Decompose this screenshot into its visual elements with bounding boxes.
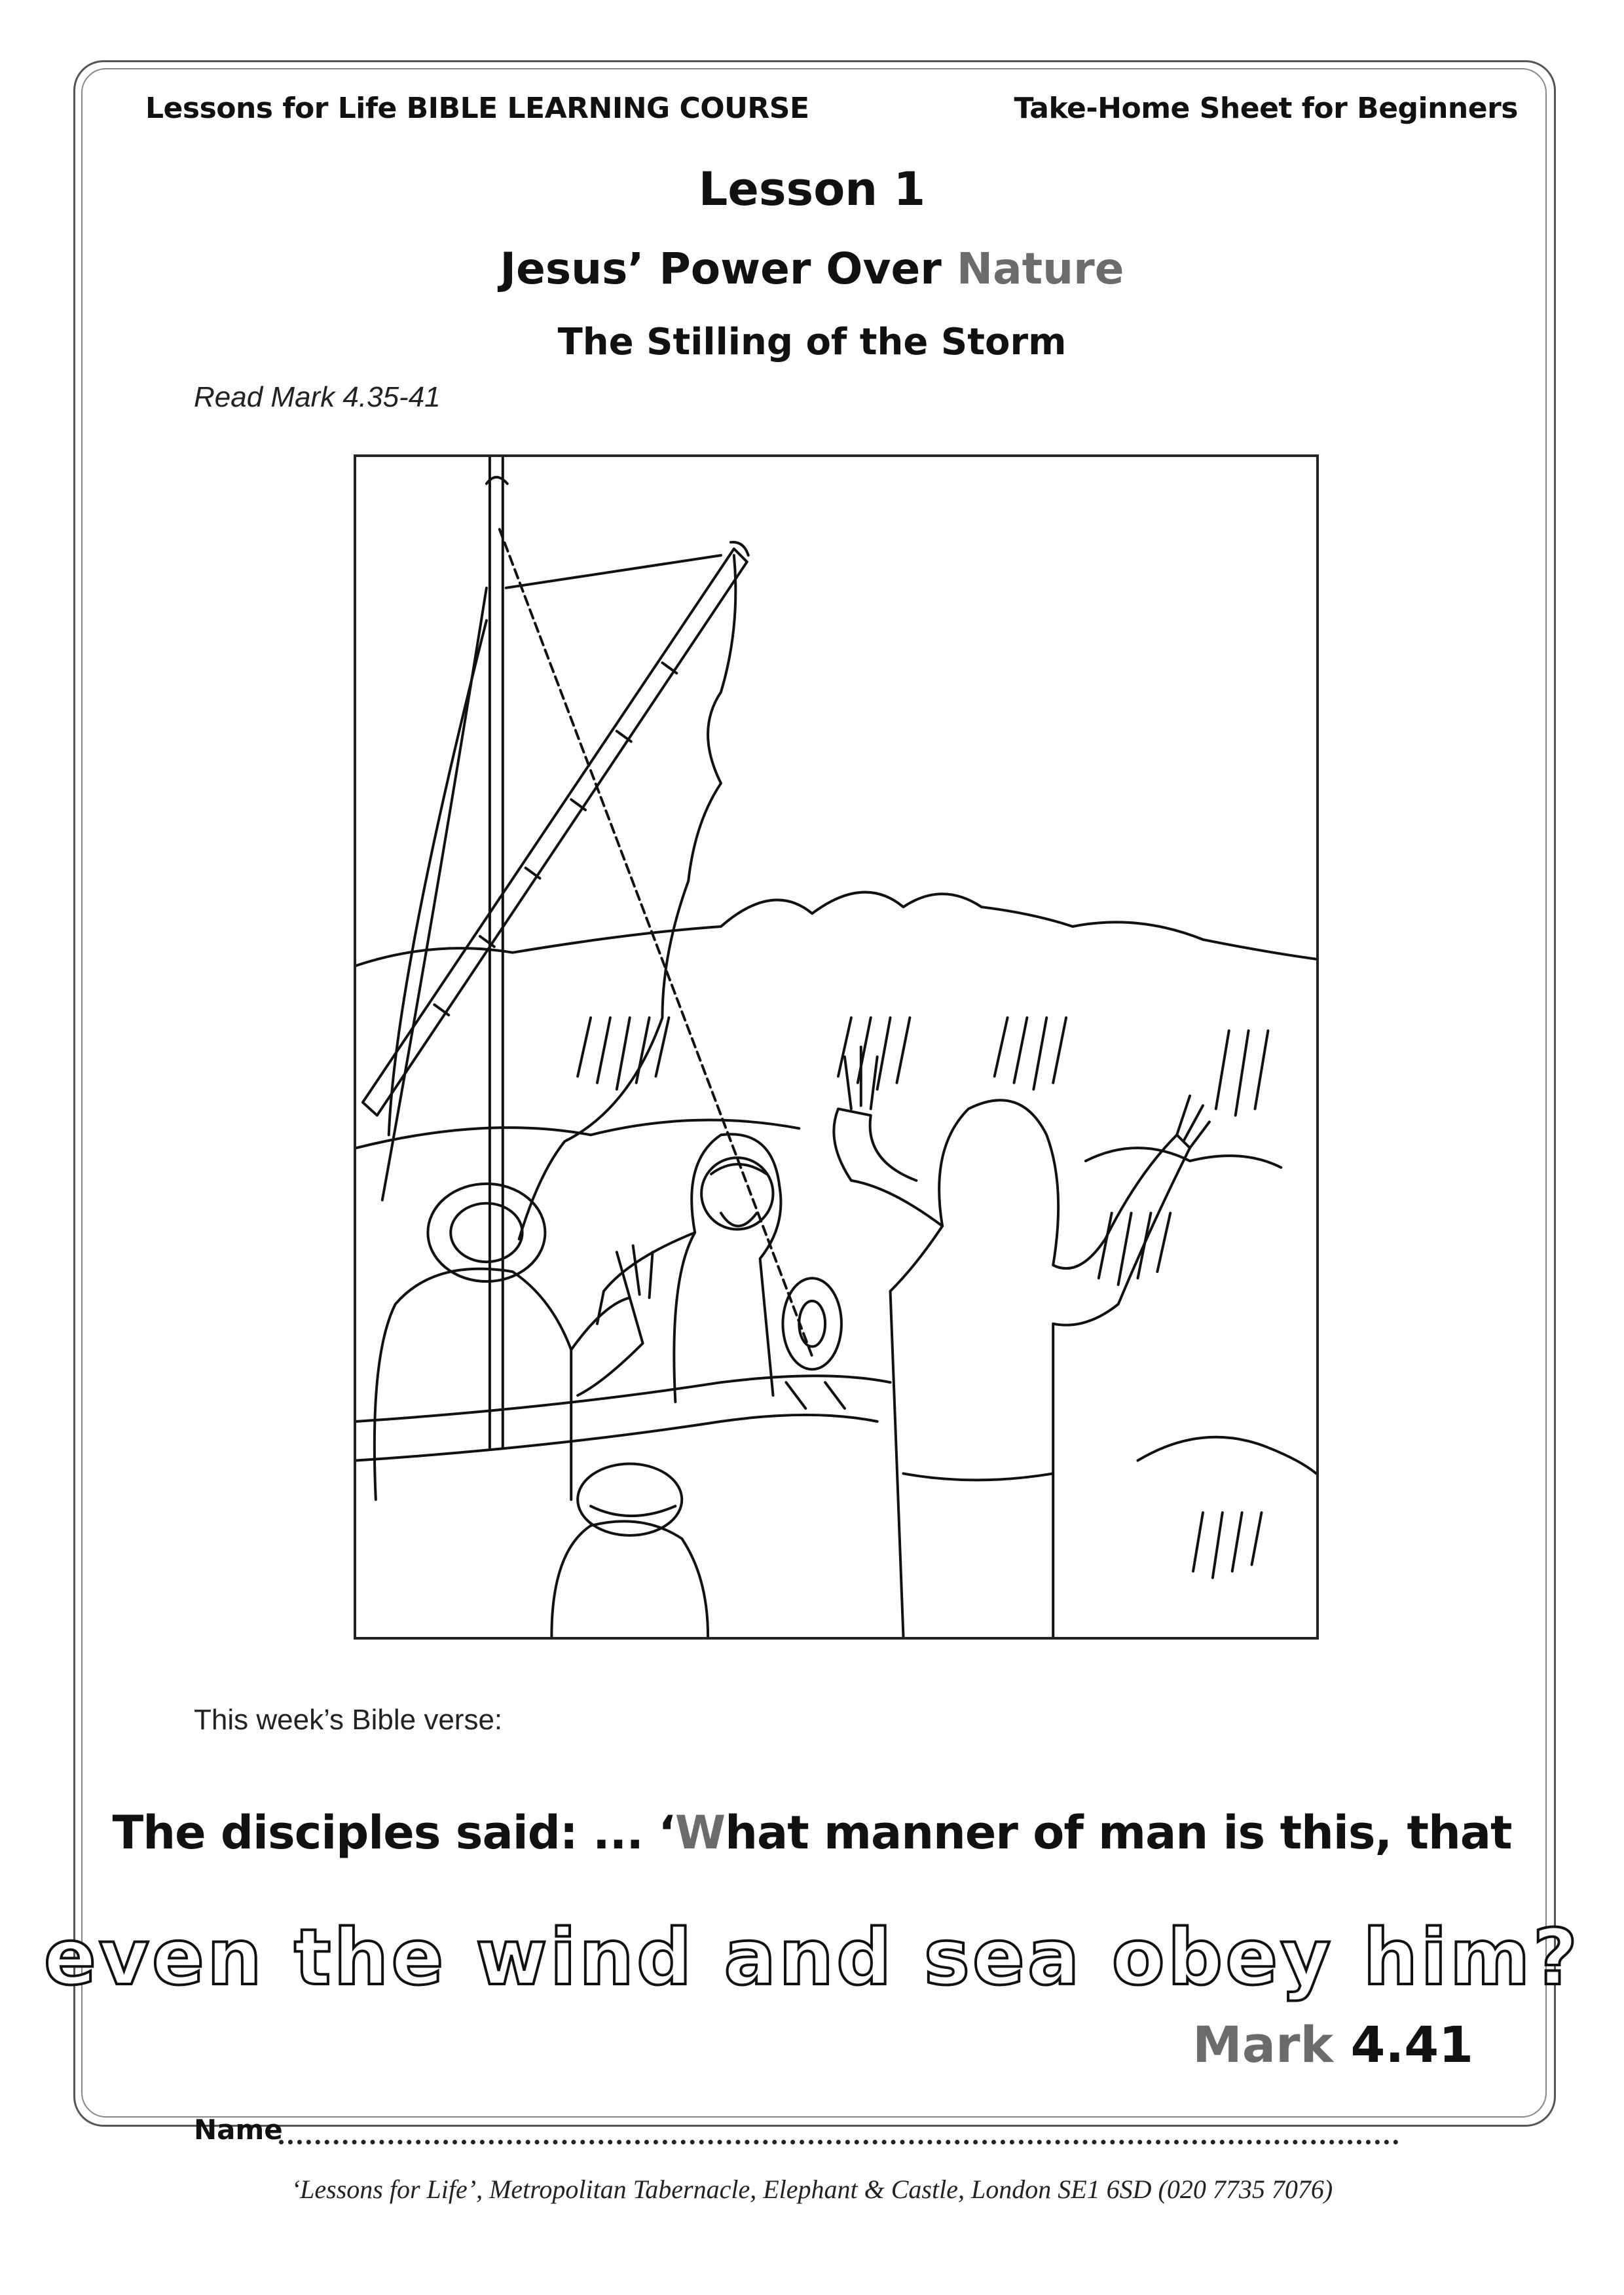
colouring-picture [354, 454, 1319, 1640]
verse-reference-number: 4.41 [1350, 2015, 1473, 2074]
verse-line-1-c: hat manner of man is this, that [725, 1806, 1512, 1860]
lesson-subtitle: The Stilling of the Storm [557, 321, 1067, 363]
boat-hull [356, 1376, 891, 1460]
name-dotted-line[interactable] [279, 2140, 1399, 2144]
verse-line-2: even the wind and sea obey him? [43, 1912, 1581, 2002]
verse-line-1 [0, 1806, 1624, 1860]
name-label: Name [194, 2114, 283, 2146]
sheet-type: Take-Home Sheet for Beginners [1014, 92, 1518, 125]
footer-address: ‘Lessons for Life’, Metropolitan Tabernacle, Elephant & Castle, London SE1 6SD (020 7735 7076) [291, 2175, 1333, 2204]
name-field[interactable] [194, 2114, 1399, 2153]
figure-jesus [834, 1100, 1190, 1636]
verse-label: This week’s Bible verse: [194, 1704, 503, 1736]
verse-reference [1192, 2015, 1473, 2074]
lesson-title-highlight: Nature [956, 244, 1124, 294]
lesson-title [0, 244, 1624, 294]
lesson-number: Lesson 1 [698, 162, 926, 216]
verse-reference-book: Mark [1192, 2015, 1351, 2074]
sail [519, 555, 736, 1239]
figure-disciple-bottom [551, 1521, 708, 1636]
mast [490, 458, 503, 1448]
lesson-title-main: Jesus’ Power Over [500, 244, 957, 294]
course-title: Lessons for Life BIBLE LEARNING COURSE [145, 92, 809, 125]
verse-line-1-b: W [674, 1806, 726, 1860]
verse-line-1-a: The disciples said: ... ‘ [112, 1806, 675, 1860]
reading-reference: Read Mark 4.35-41 [194, 381, 441, 413]
rigging-rope [500, 529, 812, 1356]
